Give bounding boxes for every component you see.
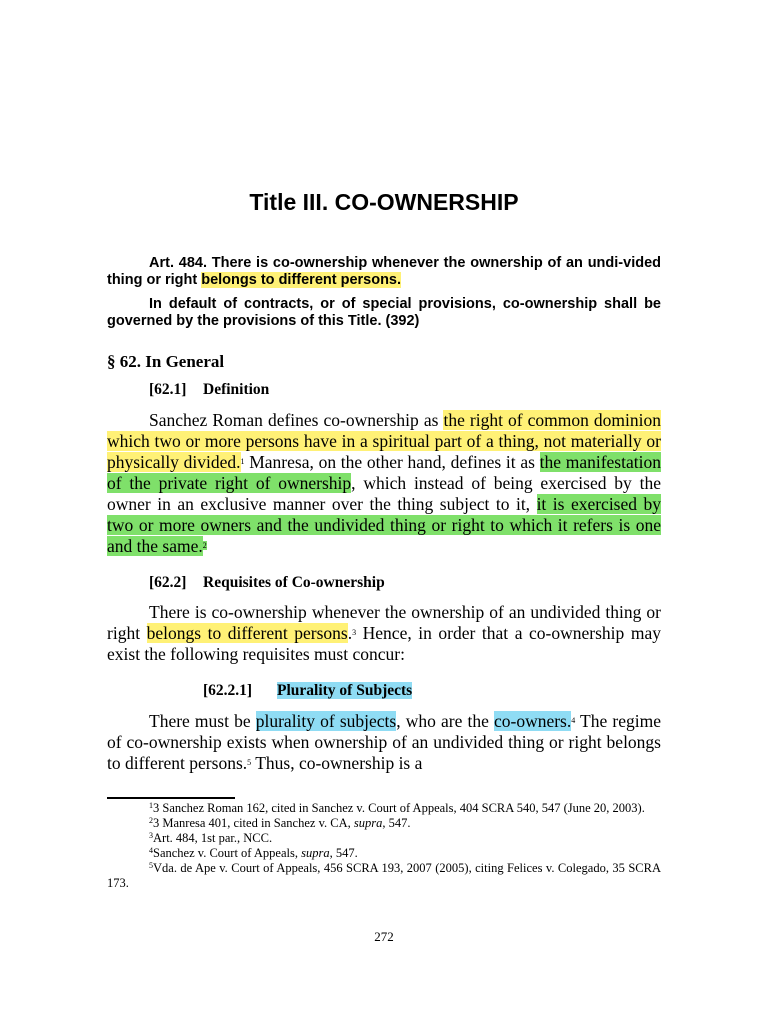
body-text: There is co-ownership whenever the ownership of an undivided thing or right [107,602,661,643]
footnote-text: Art. 484, 1st par., NCC. [153,831,273,845]
page-title: Title III. CO-OWNERSHIP [249,189,519,215]
subsection-title: Definition [203,381,270,398]
footnote-text: 3 Sanchez Roman 162, cited in Sanchez v. Court of Appeals, 404 SCRA 540, 547 (June 20, 2003). [153,801,645,815]
body-text: Hence, in order that a co-ownership may exist the following requisites must concur: [107,623,661,664]
body-text: Manresa, on the other hand, defines it as [244,452,540,472]
footnote-text: , 547. [382,816,411,830]
article-484-paragraph-1 [107,255,661,289]
highlighted-text: co-owners. [493,711,572,731]
subsection-number: [62.2.1] [203,682,253,699]
body-text: . [347,623,353,643]
footnote-4 [107,846,661,861]
footnote-1 [107,801,661,816]
body-text: , who are the [396,711,494,731]
subsection-heading-requisites [149,573,385,593]
article-484-text: Art. 484. There is co-ownership whenever the ownership of an undi-vided thing or right [107,255,661,288]
body-text: , which instead of being exercised by the owner in an exclusive manner over the thing subject to it, [107,473,662,514]
highlighted-text: belongs to different persons. [201,272,402,288]
footnote-italic: supra [353,816,383,830]
requisites-paragraph [107,602,661,665]
body-text: Sanchez Roman defines co-ownership as [149,410,444,430]
footnote-mark: 3 [149,831,153,840]
footnote-ref: 3 [352,628,357,637]
highlighted-text: belongs to different persons [146,623,348,643]
page-number: 272 [374,929,394,944]
subsection-heading-plurality [203,681,412,701]
article-484-paragraph-2 [107,296,661,330]
section-heading: § 62. In General [107,352,225,371]
subsection-title: Plurality of Subjects [277,682,413,699]
footnote-mark: 1 [149,801,153,810]
plurality-paragraph [107,711,661,774]
article-484-text-2: In default of contracts, or of special provisions, co-ownership shall be governed by the provisions of this Title. (392) [107,296,661,329]
subsection-number: [62.2] [149,574,187,591]
footnote-text: , 547. [329,846,358,860]
footnote-mark: 2 [149,816,153,825]
footnote-mark: 4 [149,846,153,855]
subsection-heading-definition [149,380,269,400]
highlighted-text: the manifestation of the private right of ownership [107,452,661,493]
highlighted-text: it is exercised by two or more owners and the undivided thing or right to which it refers is one and the same. [107,494,662,556]
footnote-mark: 5 [149,861,153,870]
footnote-ref: 1 [240,457,245,466]
footnote-ref: 5 [247,758,252,767]
footnote-ref: 2 [202,541,207,550]
highlighted-text: plurality of subjects [255,711,397,731]
highlighted-text: the right of common dominion which two or more persons have in a spiritual part of a thing, not materially or physically divided. [107,410,661,472]
body-text: There must be [149,711,256,731]
footnote-text: Sanchez v. Court of Appeals, [153,846,302,860]
subsection-number: [62.1] [149,381,187,398]
footnote-text: 3 Manresa 401, cited in Sanchez v. CA, [153,816,354,830]
footnote-2 [107,816,661,831]
body-text: The regime of co-ownership exists when ownership of an undivided thing or right belongs to different persons. [107,711,661,773]
footnote-divider [107,797,235,799]
footnote-text: Vda. de Ape v. Court of Appeals, 456 SCRA 193, 2007 (2005), citing Felices v. Colegado, 35 SCRA 173. [107,861,661,890]
definition-paragraph [107,410,661,557]
footnote-5 [107,861,661,891]
footnote-ref: 4 [571,716,576,725]
body-text: Thus, co-ownership is a [251,753,423,773]
footnote-3 [107,831,661,846]
subsection-title: Requisites of Co-ownership [203,574,385,591]
footnote-italic: supra [301,846,330,860]
footnotes [107,801,661,891]
